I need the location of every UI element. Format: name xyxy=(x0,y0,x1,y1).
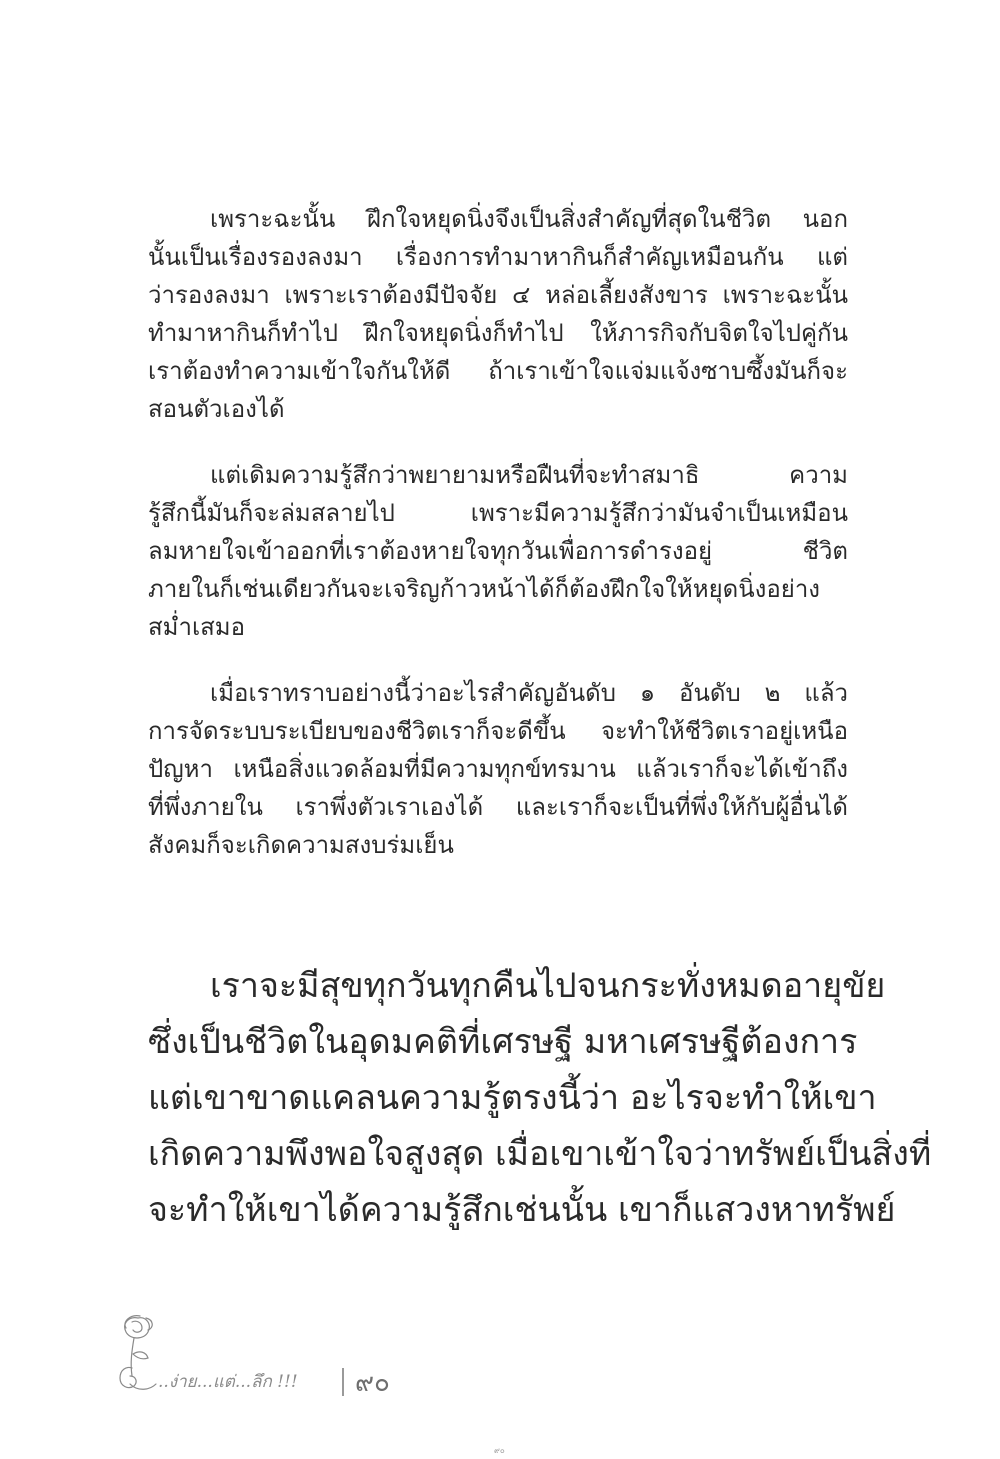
quote-line: จะทำให้เขาได้ความรู้สึกเช่นนั้น เขาก็แสวงหาทรัพย์ xyxy=(148,1190,896,1230)
paragraph-line: เราต้องทำความเข้าใจกันให้ดี ถ้าเราเข้าใจแจ่มแจ้งซาบซึ้งมันก็จะ xyxy=(148,357,848,385)
paragraph-line: ทำมาหากินก็ทำไป ฝึกใจหยุดนิ่งก็ทำไป ให้ภารกิจกับจิตใจไปคู่กัน xyxy=(148,319,848,347)
quote-line: เกิดความพึงพอใจสูงสุด เมื่อเขาเข้าใจว่าทรัพย์เป็นสิ่งที่ xyxy=(148,1134,932,1174)
paragraph-line: สังคมก็จะเกิดความสงบร่มเย็น xyxy=(148,831,454,859)
paragraph-line: ที่พึ่งภายใน เราพึ่งตัวเราเองได้ และเราก็จะเป็นที่พึ่งให้กับผู้อื่นได้ xyxy=(148,793,848,821)
paragraph-2 xyxy=(148,456,848,646)
paragraph-line: สอนตัวเองได้ xyxy=(148,395,285,423)
paragraph-line: แต่เดิมความรู้สึกว่าพยายามหรือฝืนที่จะทำสมาธิ ความ xyxy=(210,461,848,489)
paragraph-line: นั้นเป็นเรื่องรองลงมา เรื่องการทำมาหากินก็สำคัญเหมือนกัน แต่ xyxy=(148,243,848,271)
quote-line: เราจะมีสุขทุกวันทุกคืนไปจนกระทั่งหมดอายุขัย xyxy=(210,966,886,1006)
paragraph-line: การจัดระบบระเบียบของชีวิตเราก็จะดีขึ้น จะทำให้ชีวิตเราอยู่เหนือ xyxy=(148,717,848,745)
pull-quote xyxy=(148,958,932,1238)
paragraph-3 xyxy=(148,674,848,864)
paragraph-line: ปัญหา เหนือสิ่งแวดล้อมที่มีความทุกข์ทรมาน แล้วเราก็จะได้เข้าถึง xyxy=(148,755,848,783)
page-footer xyxy=(110,1310,430,1400)
quote-line: ซึ่งเป็นชีวิตในอุดมคติที่เศรษฐี มหาเศรษฐีต้องการ xyxy=(148,1022,858,1062)
paragraph-1 xyxy=(148,200,848,428)
book-title-script: ..ง่าย...แต่...ลึก !!! xyxy=(158,1372,298,1392)
paragraph-line: สม่ำเสมอ xyxy=(148,613,246,641)
paragraph-line: เมื่อเราทราบอย่างนี้ว่าอะไรสำคัญอันดับ ๑ อันดับ ๒ แล้ว xyxy=(210,679,848,707)
footer-divider xyxy=(342,1368,344,1396)
paragraph-line: เพราะฉะนั้น ฝึกใจหยุดนิ่งจึงเป็นสิ่งสำคัญที่สุดในชีวิต นอก xyxy=(210,205,848,233)
paragraph-line: รู้สึกนี้มันก็จะล่มสลายไป เพราะมีความรู้สึกว่ามันจำเป็นเหมือน xyxy=(148,499,848,527)
bottom-page-mark: ๙๐ xyxy=(494,1446,505,1455)
body-text xyxy=(148,200,848,892)
paragraph-line: ลมหายใจเข้าออกที่เราต้องหายใจทุกวันเพื่อการดำรงอยู่ ชีวิต xyxy=(148,537,848,565)
quote-line: แต่เขาขาดแคลนความรู้ตรงนี้ว่า อะไรจะทำให้เขา xyxy=(148,1078,877,1118)
paragraph-line: ว่ารองลงมา เพราะเราต้องมีปัจจัย ๔ หล่อเลี้ยงสังขาร เพราะฉะนั้น xyxy=(148,281,848,309)
paragraph-line: ภายในก็เช่นเดียวกันจะเจริญก้าวหน้าได้ก็ต้องฝึกใจให้หยุดนิ่งอย่าง xyxy=(148,575,821,603)
page-number: ๙๐ xyxy=(355,1368,390,1398)
